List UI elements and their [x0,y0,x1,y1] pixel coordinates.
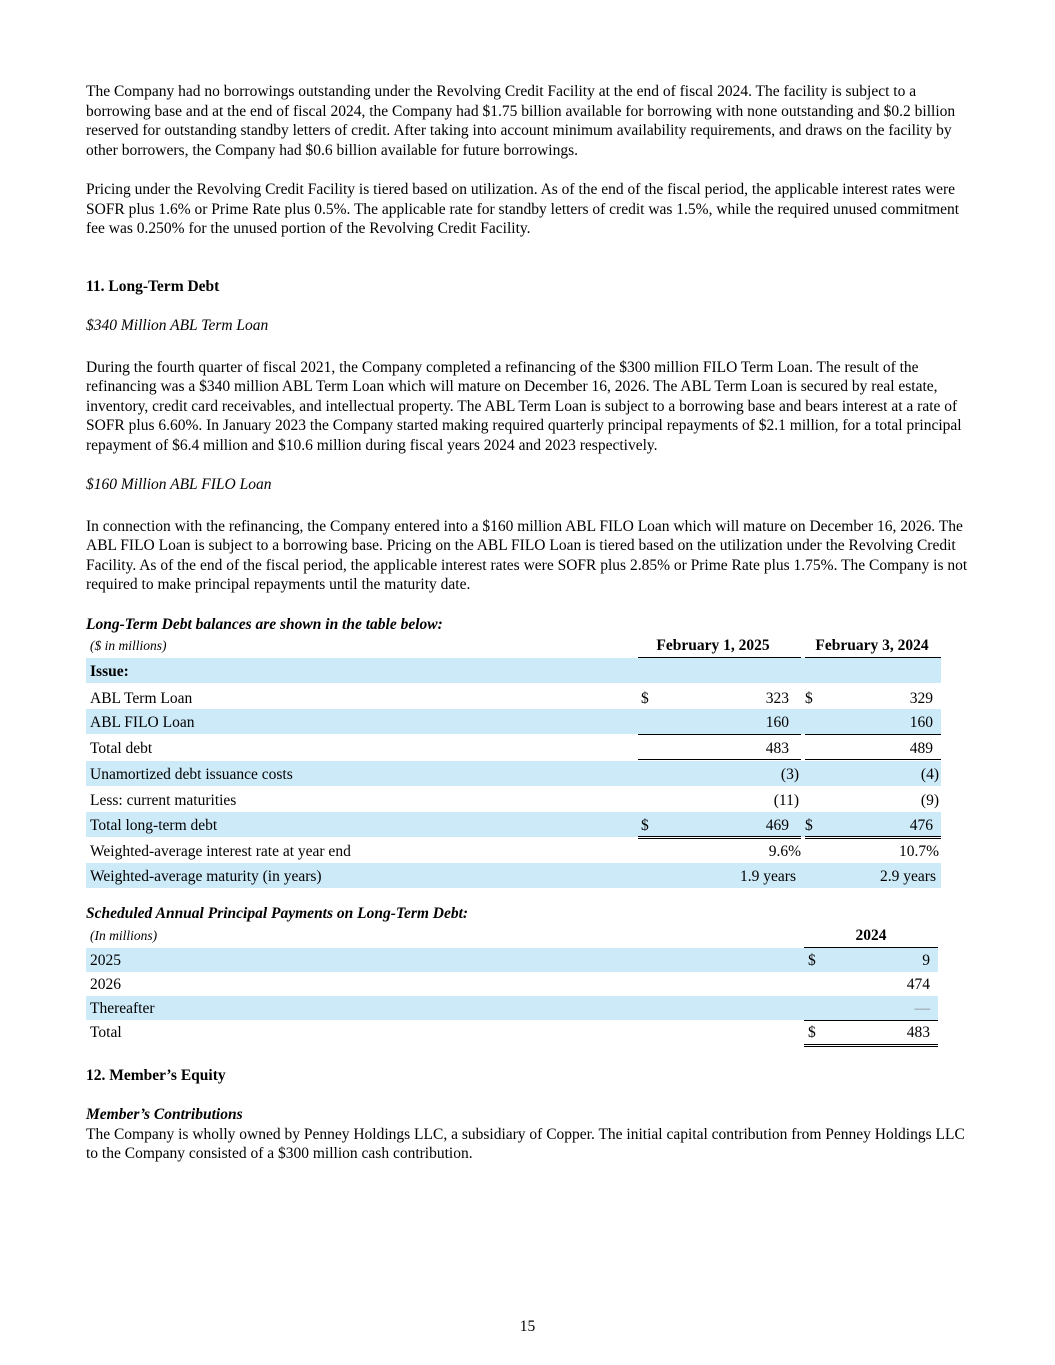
subheading-abl-filo-loan: $160 Million ABL FILO Loan [86,476,272,493]
row-label: Total long-term debt [90,817,218,834]
spp-col-header: 2024 [855,926,887,944]
row-label: 2025 [90,951,121,969]
section-heading-members-equity: 12. Member’s Equity [86,1066,226,1084]
table-row [86,863,941,888]
row-label: Weighted-average maturity (in years) [90,868,322,885]
currency-symbol: $ [808,951,816,969]
value: 474 [906,975,930,993]
row-label: Total [90,1023,122,1041]
row-label: Total debt [90,740,153,757]
value-2024: 476 [909,817,933,834]
value: — [914,999,930,1017]
ltd-issue-row [86,658,941,683]
ltd-col-header-2025: February 1, 2025 [656,637,770,654]
value-2025: 483 [765,740,789,757]
ltd-issue-label: Issue: [90,663,129,680]
principal-payments-table [86,926,938,1046]
subheading-members-contributions: Member’s Contributions [86,1106,243,1123]
subtotal-underline [805,759,941,760]
value-2025: 1.9 years [740,868,796,885]
long-term-debt-table [86,634,941,884]
value-2025: 9.6% [768,843,801,860]
ltd-header-row [86,634,941,659]
table-row [86,948,938,972]
table-row [86,996,938,1020]
currency-symbol: $ [641,817,649,834]
value-2024: 10.7% [898,843,939,860]
value-2024: (4) [920,766,939,783]
row-label: ABL Term Loan [90,690,193,707]
currency-symbol: $ [808,1023,816,1041]
value-2024: 329 [909,690,933,707]
currency-symbol: $ [805,817,813,834]
page-content [86,82,970,1164]
currency-symbol: $ [641,690,649,707]
row-label: Less: current maturities [90,792,237,809]
table-row [86,761,941,786]
table-row [86,709,941,734]
table-row [86,735,941,760]
subheading-abl-term-loan: $340 Million ABL Term Loan [86,317,269,334]
table-row [86,972,938,996]
ltd-units: ($ in millions) [90,638,167,653]
value-2024: 2.9 years [880,868,936,885]
currency-symbol: $ [805,690,813,707]
value: 9 [922,951,930,969]
value-2025: (3) [780,766,799,783]
page-number: 15 [519,1318,536,1335]
value-2025: 469 [765,817,789,834]
value-2024: (9) [920,792,939,809]
paragraph-revolving-credit-pricing: Pricing under the Revolving Credit Facility is tiered based on utilization. As of the end of the fiscal period, the applicable interest rates were SOFR plus 1.6% or Prime Rate plus 0.5%. The applicable rate for standby letters of credit was 1.5%, while the required unused commitment fee was 0.250% for the unused portion of the Revolving Credit Facility. [86,181,960,237]
total-double-underline [804,1044,938,1047]
row-label: Thereafter [90,999,155,1017]
paragraph-abl-term-loan: During the fourth quarter of fiscal 2021, the Company completed a refinancing of the $300 million FILO Term Loan. The result of the refinancing was a $340 million ABL Term Loan which will mature on December 16, 2026. The ABL Term Loan is secured by real estate, inventory, credit card receivables, and intellectual property. The ABL Term Loan is subject to a borrowing base and bears interest at a rate of SOFR plus 6.60%. In January 2023 the Company started making required quarterly principal repayments of $2.1 million, for a total principal repayment of $6.4 million and $10.6 million during fiscal years 2024 and 2023 respectively. [86,358,962,454]
ltd-col-header-2024: February 3, 2024 [815,637,929,654]
value-2025: (11) [773,792,799,809]
subtotal-underline [638,759,801,760]
paragraph-members-contributions: The Company is wholly owned by Penney Holdings LLC, a subsidiary of Copper. The initial capital contribution from Penney Holdings LLC to the Company consisted of a $300 million cash contribution. [86,1125,965,1162]
row-label: Weighted-average interest rate at year end [90,843,351,860]
ltd-table-title: Long-Term Debt balances are shown in the table below: [86,615,443,633]
value-2025: 160 [765,714,789,731]
value-2025: 323 [765,690,789,707]
row-label: ABL FILO Loan [90,714,195,731]
row-label: 2026 [90,975,121,993]
table-row [86,787,941,812]
paragraph-abl-filo-loan: In connection with the refinancing, the Company entered into a $160 million ABL FILO Loan which will mature on December 16, 2026. The ABL FILO Loan is subject to a borrowing base. Pricing on the ABL FILO Loan is tiered based on the utilization under the Revolving Credit Facility. As of the end of the fiscal period, the applicable interest rates were SOFR plus 2.85% or Prime Rate plus 1.75%. The Company is not required to make principal repayments until the maturity date. [86,517,968,593]
table-row [86,838,941,863]
spp-units: (In millions) [90,927,158,943]
paragraph-revolving-credit-borrowings: The Company had no borrowings outstanding under the Revolving Credit Facility at the end of fiscal 2024. The facility is subject to a borrowing base and at the end of fiscal 2024, the Company had $1.75 billion available for borrowing with none outstanding and $0.2 billion reserved for outstanding standby letters of credit. After taking into account minimum availability requirements, and draws on the facility by other borrowers, the Company had $0.6 billion available for future borrowings. [86,83,956,159]
spp-table-title: Scheduled Annual Principal Payments on Long-Term Debt: [86,905,469,922]
table-row [86,1020,938,1044]
value-2024: 489 [909,740,933,757]
value-2024: 160 [909,714,933,731]
value: 483 [906,1023,930,1041]
row-label: Unamortized debt issuance costs [90,766,293,783]
table-row [86,812,941,837]
section-heading-long-term-debt: 11. Long-Term Debt [86,277,220,295]
table-row [86,685,941,710]
